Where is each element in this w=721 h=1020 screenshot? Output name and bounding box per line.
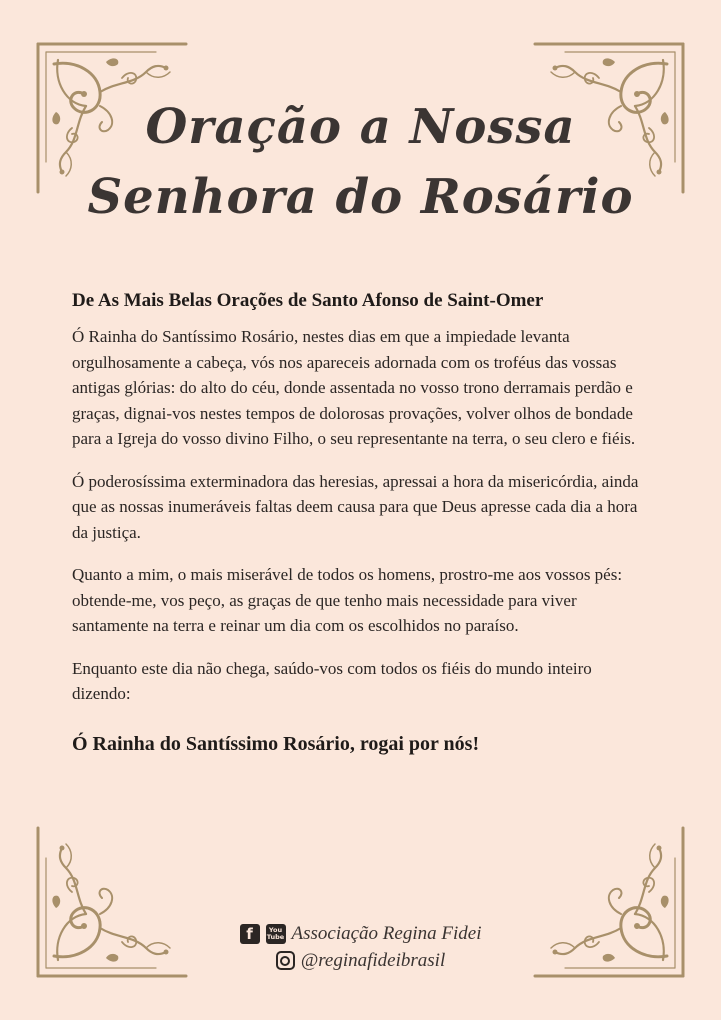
youtube-icon[interactable] [266, 924, 286, 944]
closing-invocation: Ó Rainha do Santíssimo Rosário, rogai por nós! [72, 732, 480, 755]
paragraph-3: Quanto a mim, o mais miserável de todos os homens, prostro-me aos vossos pés: obtende-me, vos peço, as graças de que tenho mais necessidade para viver santamente na terra e reinar um dia com os escolhidos no paraíso. [72, 565, 623, 635]
subtitle: De As Mais Belas Orações de Santo Afonso de Saint-Omer [72, 290, 544, 311]
paragraph-4: Enquanto este dia não chega, saúdo-vos com todos os fiéis do mundo inteiro dizendo: [72, 658, 592, 703]
instagram-handle[interactable]: @reginafideibrasil [300, 949, 446, 971]
footer [0, 920, 721, 974]
paragraph-2: Ó poderosíssima exterminadora das heresias, apressai a hora da misericórdia, ainda que as nossas inumeráveis faltas deem causa para que Deus apresse cada dia a hora da justiça. [72, 471, 639, 542]
footer-instagram-row [0, 947, 721, 974]
organization-name[interactable]: Associação Regina Fidei [291, 922, 482, 944]
youtube-glyph-bottom: Tube [266, 932, 285, 941]
title-line-1: Oração a Nossa [145, 99, 576, 155]
paragraph-1: Ó Rainha do Santíssimo Rosário, nestes dias em que a impiedade levanta orgulhosamente a cabeça, vós nos apareceis adornada com os troféus das vossas antigas glórias: do alto do céu, donde assentada no vosso trono derramais perdão e graças, dignai-vos nestes tempos de dolorosas provações, volver olhos de bondade para a Igreja do vosso divino Filho, o seu representante na terra, o seu clero e fiéis. [72, 327, 636, 448]
instagram-icon[interactable] [276, 951, 295, 970]
facebook-glyph: f [246, 924, 253, 943]
footer-organization-row [0, 920, 721, 947]
title-line-2: Senhora do Rosário [87, 169, 634, 225]
youtube-glyph-top: You [268, 925, 283, 934]
prayer-body [72, 290, 652, 756]
facebook-icon[interactable] [240, 924, 260, 944]
page-title [0, 92, 721, 232]
